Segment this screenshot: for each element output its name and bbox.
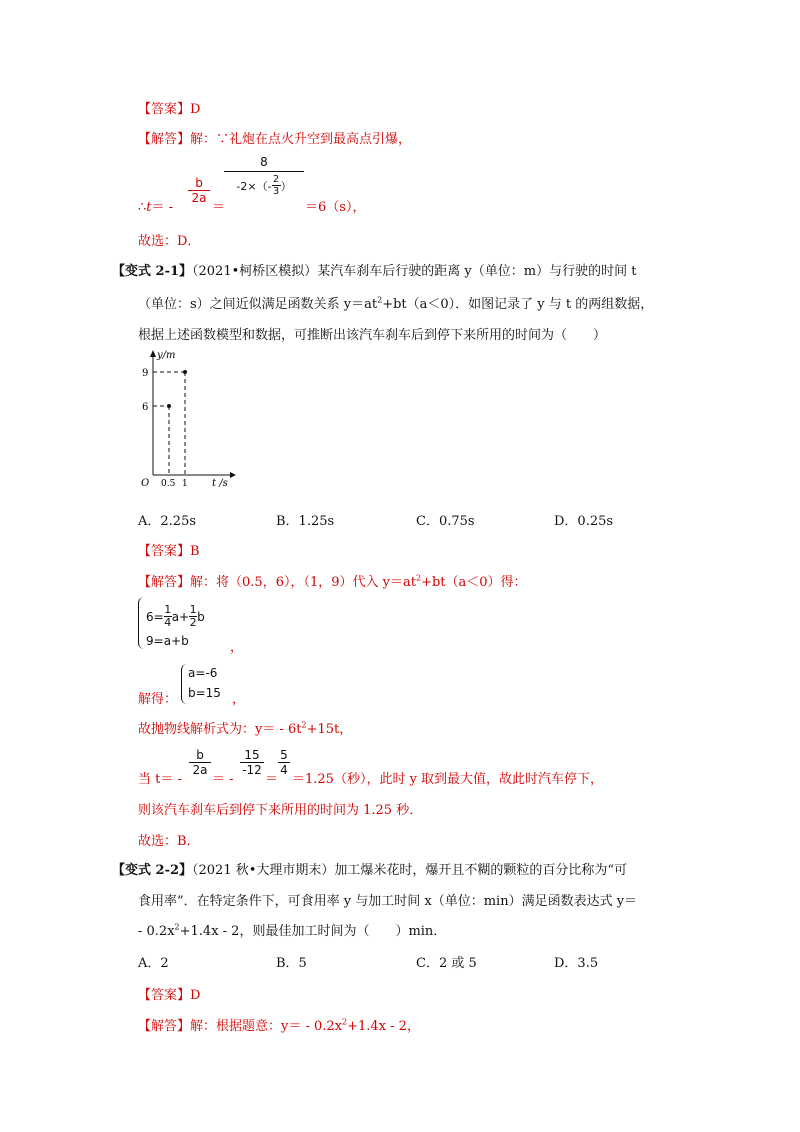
denominator-neg12: -12 [242, 763, 262, 777]
fraction-1-4 [164, 604, 172, 629]
variant-2-1-line-2 [138, 293, 653, 312]
parabola-line [138, 718, 352, 737]
numerator-b: b [196, 748, 204, 762]
variant-2-2-title: 【变式 2-2】 [112, 863, 193, 878]
tick-05: 0.5 [161, 479, 176, 489]
explain-label: 【解答】 [138, 132, 191, 147]
system-eq-1 [146, 604, 205, 629]
tick-9: 9 [142, 368, 149, 379]
y-axis-label: y/m [157, 350, 176, 361]
therefore-symbol: ∴ [138, 200, 147, 215]
solve-label: 解得： [138, 692, 178, 707]
parabola-part-a: 故抛物线解析式为：y＝ - 6t [138, 722, 302, 737]
denominator-4: 4 [280, 763, 288, 777]
fraction-2-3 [272, 174, 281, 197]
line3-part-a: - 0.2x [138, 924, 175, 939]
tick-1: 1 [182, 479, 188, 489]
point-05-6 [167, 404, 171, 408]
explain-text: 解：∵礼炮在点火升空到最高点引爆， [190, 132, 412, 147]
answer-line-3: 【答案】D [138, 988, 201, 1003]
denominator-right: ） [280, 179, 292, 193]
superscript-2: 2 [301, 720, 307, 730]
explain-part-a: 解：将（0.5，6），（1，9）代入 y＝at [190, 575, 416, 590]
den-4: 4 [164, 616, 172, 629]
choose-line-1: 故选：D． [138, 234, 201, 249]
variant-2-1-source: （2021•柯桥区模拟） [192, 264, 318, 279]
variant-2-1-line-3: 根据上述函数模型和数据，可推断出该汽车刹车后到停下来所用的时间为（ ） [138, 328, 607, 343]
superscript-2: 2 [174, 922, 180, 932]
parabola-part-b: +15t， [306, 722, 353, 737]
option-c-2[interactable]: C．2 或 5 [416, 956, 477, 971]
num-1: 1 [164, 603, 172, 616]
fraction-b-2a-v21 [189, 748, 211, 777]
variant-2-2-source: （2021 秋•大理市期末） [192, 863, 335, 878]
explain-part-b: +1.4x - 2， [347, 1019, 420, 1034]
superscript-2: 2 [342, 1017, 348, 1027]
system-comma: ， [230, 640, 244, 655]
superscript-2: 2 [415, 573, 422, 583]
option-d[interactable]: D．0.25s [554, 514, 614, 529]
variant-2-1-title: 【变式 2-1】 [112, 264, 193, 279]
option-a-2[interactable]: A．2 [138, 956, 169, 971]
explain-part-a: 解：根据题意：y＝ - 0.2x [190, 1019, 343, 1034]
eq1-part-b: a+ [171, 609, 190, 624]
equals-sign: ＝ [212, 200, 226, 215]
fraction-b-2a [188, 176, 210, 205]
option-d-2[interactable]: D．3.5 [554, 956, 599, 971]
origin-label: O [141, 478, 150, 489]
numerator-8: 8 [260, 155, 268, 169]
denominator-2a: 2a [192, 763, 208, 777]
variant-2-2-line-2: 食用率”．在特定条件下，可食用率 y 与加工时间 x（单位：min）满足函数表达式 y＝ [138, 894, 638, 909]
equals-sign-2: ＝ [265, 772, 279, 787]
explain-line-1 [138, 128, 411, 147]
vertex-result: ＝1.25（秒），此时 y 取到最大值，故此时汽车停下， [292, 772, 604, 787]
x-axis-arrow [230, 472, 236, 478]
choose-line-2: 故选：B． [138, 834, 200, 849]
solution-a: a=-6 [188, 666, 218, 680]
superscript-2: 2 [377, 295, 383, 305]
answer-line-1: 【答案】D [138, 102, 201, 117]
option-a[interactable]: A．2.25s [138, 514, 197, 529]
explain-label: 【解答】 [138, 1019, 191, 1034]
variant-2-2-line-3 [138, 920, 446, 939]
denominator-3: 3 [272, 186, 280, 197]
option-b[interactable]: B．1.25s [276, 514, 335, 529]
explain-label: 【解答】 [138, 575, 191, 590]
conclusion-line: 则该汽车刹车后到停下来所用的时间为 1.25 秒． [138, 803, 423, 818]
fraction-8-over-expression [224, 155, 304, 197]
when-t-label: 当 t＝ - [138, 772, 182, 787]
num-1b: 1 [189, 603, 197, 616]
tick-6: 6 [142, 402, 149, 413]
eq1-part-a: 6= [146, 609, 164, 624]
line2-part-a: （单位：s）之间近似满足函数关系 y＝at [138, 297, 378, 312]
equals-minus: ＝ - [212, 772, 234, 787]
system-eq-2: 9=a+b [146, 634, 189, 648]
equals-minus: ＝ - [151, 200, 174, 215]
numerator-15: 15 [244, 748, 260, 762]
numerator-2: 2 [272, 174, 280, 185]
fraction-1-2 [189, 604, 197, 629]
variant-2-1-text-1: 某汽车刹车后行驶的距离 y（单位：m）与行驶的时间 t [317, 264, 637, 279]
denominator-expression [236, 174, 291, 197]
fraction-15-12 [240, 748, 264, 777]
option-b-2[interactable]: B．5 [276, 956, 307, 971]
therefore-formula [138, 196, 173, 215]
variant-2-2-line-1 [112, 859, 627, 878]
distance-time-graph [138, 345, 248, 495]
explain-line-3 [138, 1015, 420, 1034]
point-1-9 [183, 370, 187, 374]
solution-comma: ， [232, 692, 246, 707]
denominator-left: -2×（- [236, 179, 272, 193]
variant-2-2-text-1: 加工爆米花时，爆开且不糊的颗粒的百分比称为“可 [334, 863, 628, 878]
numerator-5: 5 [280, 748, 288, 762]
line2-part-b: +bt（a＜0）．如图记录了 y 与 t 的两组数据， [382, 297, 654, 312]
solution-b: b=15 [188, 686, 221, 700]
x-axis-label: t /s [212, 478, 228, 489]
line3-part-b: +1.4x - 2，则最佳加工时间为（ ）min． [179, 924, 447, 939]
solution-brace [181, 664, 187, 704]
y-axis-arrow [150, 350, 156, 357]
denominator-2a: 2a [191, 191, 207, 205]
variant-2-1-line-1 [112, 260, 636, 279]
system-brace [138, 597, 144, 649]
result-6s: ＝6（s）， [305, 200, 366, 215]
explain-line-2 [138, 571, 527, 590]
t-variable: t [146, 200, 152, 215]
explain-part-b: +bt（a＜0）得： [421, 575, 527, 590]
answer-line-2: 【答案】B [138, 544, 200, 559]
fraction-5-4 [278, 748, 290, 777]
eq1-part-c: b [197, 609, 205, 624]
numerator-b: b [195, 176, 203, 190]
option-c[interactable]: C．0.75s [416, 514, 475, 529]
den-2: 2 [189, 616, 197, 629]
